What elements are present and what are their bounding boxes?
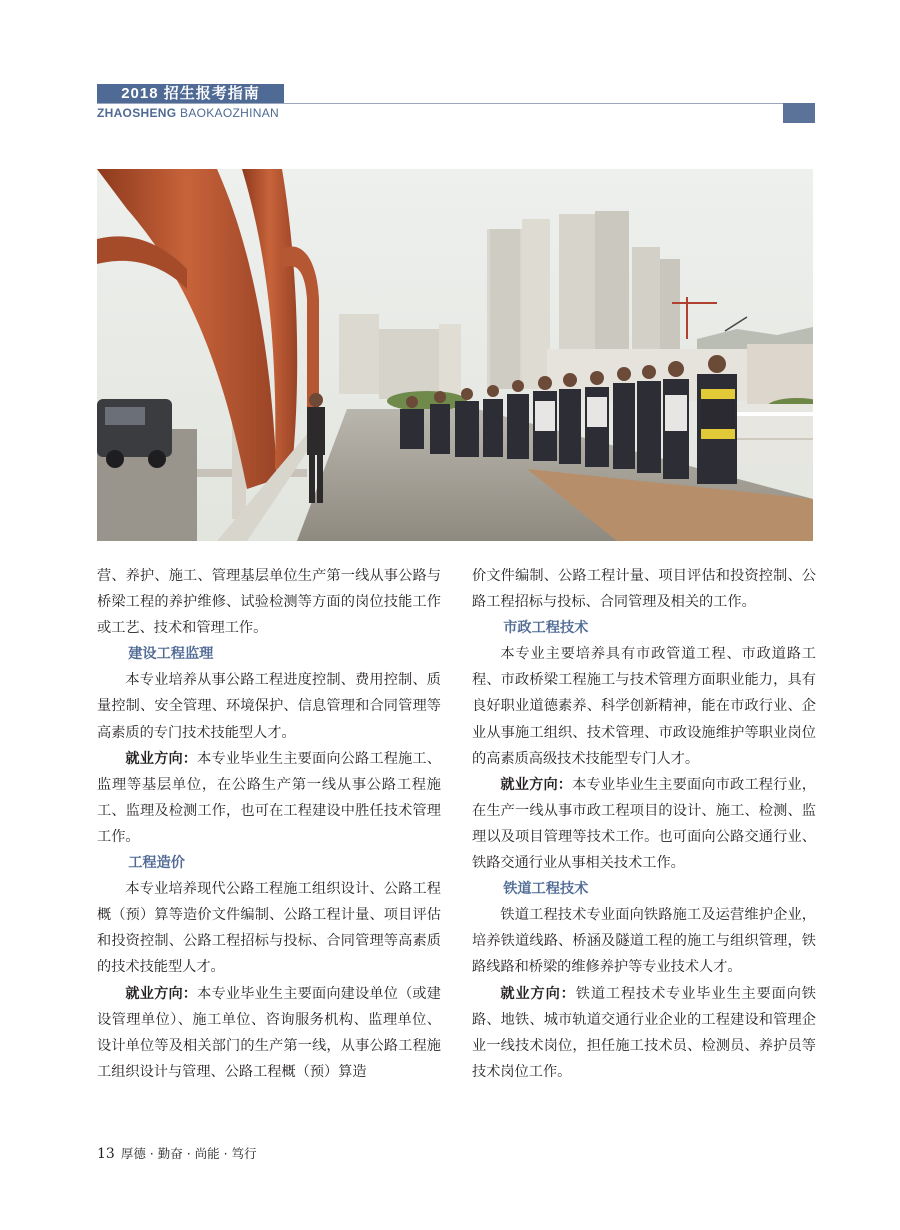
supervision-description: 本专业培养从事公路工程进度控制、费用控制、质量控制、安全管理、环境保护、信息管理和合同管理等高素质的专门技术技能型人才。 [97,672,441,741]
header-rule [97,103,783,104]
heading-railway-engineering: 铁道工程技术 [503,881,589,898]
bridge-group-photo [97,169,813,541]
cost-employment-text: 本专业毕业生主要面向建设单位（或建设管理单位）、施工单位、咨询服务机构、监理单位、设计单位等及相关部门的生产第一线，从事公路工程施工组织设计与管理、公路工程概（预）算造 [97,985,441,1080]
header-title: 2018 招生报考指南 [97,84,284,104]
heading-municipal-engineering: 市政工程技术 [503,620,589,637]
employment-label: 就业方向： [125,985,198,1002]
supervision-employment-text: 本专业毕业生主要面向公路工程施工、监理等基层单位，在公路生产第一线从事公路工程施工、监理及检测工作，也可在工程建设中胜任技术管理工作。 [97,750,441,845]
header-subtitle-light: BAOKAOZHINAN [176,106,279,120]
page-footer [97,1144,257,1162]
footer-motto: 厚德 · 勤奋 · 尚能 · 笃行 [120,1146,257,1161]
employment-label: 就业方向： [125,750,198,767]
municipal-employment-text: 本专业毕业生主要面向市政工程行业，在生产一线从事市政工程项目的设计、施工、检测、监理以及项目管理等技术工作。也可面向公路交通行业、铁路交通行业从事相关技术工作。 [472,776,816,872]
heading-engineering-cost: 工程造价 [128,855,185,872]
header-block [783,103,815,123]
cost-employment [97,981,441,1085]
header-subtitle [97,106,279,120]
heading-construction-supervision: 建设工程监理 [128,646,214,663]
supervision-employment [97,746,441,850]
employment-label: 就业方向： [500,985,576,1002]
cost-description: 本专业培养现代公路工程施工组织设计、公路工程概（预）算等造价文件编制、公路工程计量、项目评估和投资控制、公路工程招标与投标、合同管理等高素质的技术技能型人才。 [97,881,441,976]
railway-employment-text: 铁道工程技术专业毕业生主要面向铁路、地铁、城市轨道交通行业企业的工程建设和管理企业一线技术岗位，担任施工技术员、检测员、养护员等技术岗位工作。 [472,985,816,1080]
left-column [97,563,441,1085]
header-subtitle-bold: ZHAOSHENG [97,106,177,120]
right-column [472,563,816,1085]
page-number: 13 [97,1146,115,1162]
left-intro-paragraph: 营、养护、施工、管理基层单位生产第一线从事公路与桥梁工程的养护维修、试验检测等方面的岗位技能工作或工艺、技术和管理工作。 [97,568,441,637]
right-intro-paragraph: 价文件编制、公路工程计量、项目评估和投资控制、公路工程招标与投标、合同管理及相关的工作。 [472,568,816,611]
municipal-employment [472,772,816,876]
railway-employment [472,981,816,1085]
employment-label: 就业方向： [500,776,573,793]
railway-description: 铁道工程技术专业面向铁路施工及运营维护企业，培养铁道线路、桥涵及隧道工程的施工与组织管理，铁路线路和桥梁的维修养护等专业技术人才。 [472,907,816,976]
municipal-description: 本专业主要培养具有市政管道工程、市政道路工程、市政桥梁工程施工与技术管理方面职业能力，具有良好职业道德素养、科学创新精神，能在市政行业、企业从事施工组织、技术管理、市政设施维护等职业岗位的高素质高级技术技能型专门人才。 [472,646,816,767]
